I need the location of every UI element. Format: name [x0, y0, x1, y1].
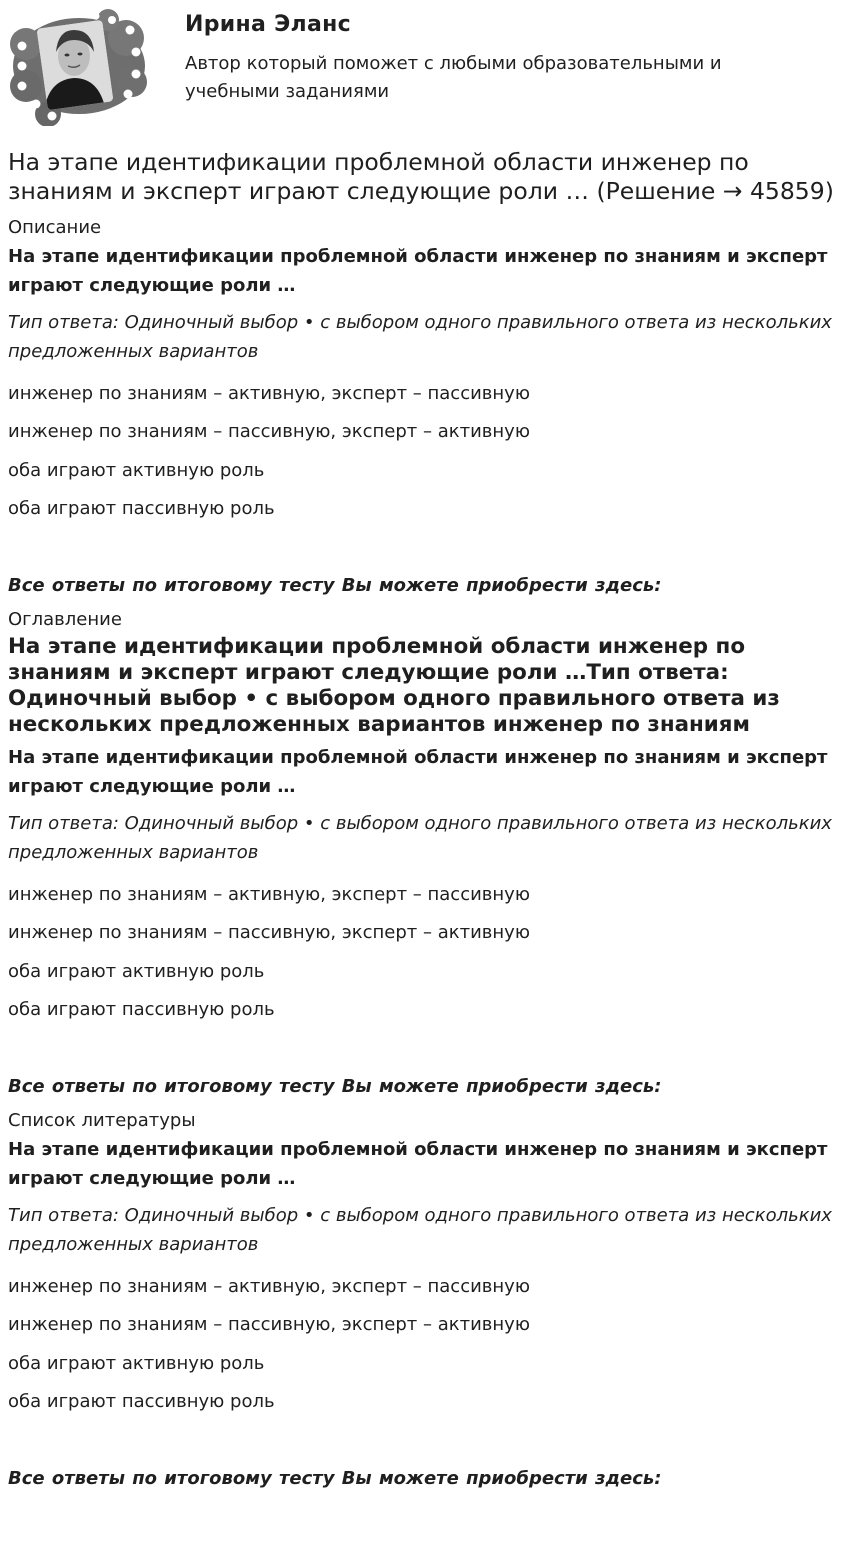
page-title: На этапе идентификации проблемной области инженер по знаниям и эксперт играют следующие роли … (Решение → 45859) [8, 148, 834, 205]
question-text: На этапе идентификации проблемной области инженер по знаниям и эксперт играют следующие роли … [8, 1139, 828, 1189]
author-block [0, 0, 847, 140]
section-label-description: Описание [8, 217, 102, 238]
author-name[interactable]: Ирина Эланс [185, 12, 351, 37]
answer-option: инженер по знаниям – активную, эксперт – пассивную [8, 883, 530, 905]
question-text: На этапе идентификации проблемной области инженер по знаниям и эксперт играют следующие роли … [8, 747, 828, 797]
question-text: На этапе идентификации проблемной области инженер по знаниям и эксперт играют следующие роли … [8, 246, 828, 296]
answer-option: оба играют активную роль [8, 1352, 265, 1374]
purchase-note: Все ответы по итоговому тесту Вы можете приобрести здесь: [8, 1076, 662, 1097]
answer-option: оба играют пассивную роль [8, 1391, 275, 1412]
answer-option: оба играют активную роль [8, 459, 265, 481]
author-description: Автор который поможет с любыми образовательными и учебными заданиями [185, 53, 722, 102]
answer-option: инженер по знаниям – активную, эксперт – пассивную [8, 382, 530, 404]
answer-option: инженер по знаниям – пассивную, эксперт – активную [8, 922, 530, 943]
section-label-references: Список литературы [8, 1110, 196, 1131]
answer-option: инженер по знаниям – пассивную, эксперт – активную [8, 1314, 530, 1335]
answer-type: Тип ответа: Одиночный выбор • с выбором одного правильного ответа из нескольких предложенных вариантов [8, 813, 832, 863]
purchase-note: Все ответы по итоговому тесту Вы можете приобрести здесь: [8, 575, 662, 596]
main-content [8, 148, 838, 1490]
answer-type: Тип ответа: Одиночный выбор • с выбором одного правильного ответа из нескольких предложенных вариантов [8, 1205, 832, 1255]
description-section [8, 217, 838, 597]
answer-option: инженер по знаниям – активную, эксперт – пассивную [8, 1275, 530, 1297]
references-section [8, 1110, 838, 1490]
author-avatar [8, 8, 150, 126]
toc-section [8, 609, 838, 1098]
toc-heading: На этапе идентификации проблемной области инженер по знаниям и эксперт играют следующие роли …Тип ответа: Одиночный выбор • с выбором одного правильного ответа из нескольких предложенных вариантов инженер по знаниям [8, 634, 780, 737]
answer-option: оба играют активную роль [8, 960, 265, 982]
purchase-note: Все ответы по итоговому тесту Вы можете приобрести здесь: [8, 1468, 662, 1489]
answer-type: Тип ответа: Одиночный выбор • с выбором одного правильного ответа из нескольких предложенных вариантов [8, 312, 832, 362]
answer-option: оба играют пассивную роль [8, 999, 275, 1020]
answer-option: оба играют пассивную роль [8, 498, 275, 519]
section-label-toc: Оглавление [8, 609, 122, 630]
answer-option: инженер по знаниям – пассивную, эксперт – активную [8, 421, 530, 442]
